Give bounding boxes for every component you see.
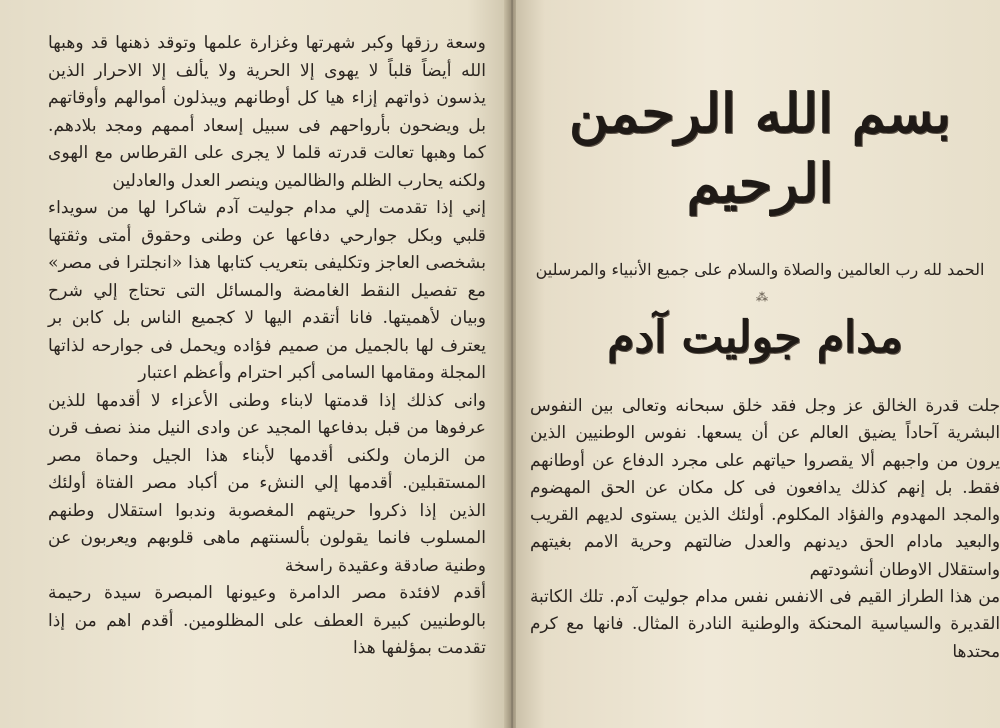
right-paragraph-2: من هذا الطراز القيم فى الانفس نفس مدام جوليت آدم. تلك الكاتبة القديرة والسياسية المحنكة والوطنية النادرة المثال. فانها مع كرم محتدها: [530, 586, 1000, 661]
left-paragraph-3: وانى كذلك إذا قدمتها لابناء وطنى الأعزاء لا أقدمها للذين عرفوها من قبل بدفاعها المجيد عن وادى النيل منذ نصف قرن من الزمان ولكنى أقدمها لأبناء هذا الجيل وحماة مصر المستقبلين. أقدمها إلي النشء من أكباد مصر الفتاة أولئك الذين إذا ذكروا حريتهم المغصوبة وندبوا استقلال وطنهم المسلوب فانما يقولون بألسنتهم ماهى قلوبهم ويعربون عن وطنية صادقة وعقيدة راسخة: [48, 390, 486, 576]
left-paragraph-2: إني إذا تقدمت إلي مدام جوليت آدم شاكرا لها من سويداء قلبي وبكل جوارحي دفاعها عن وطنى وحقوق أمتى وثقتها بشخصى العاجز وتكليفى بتعريب كتابها هذا «انجلترا فى مصر» مع تفصيل النقط الغامضة والمسائل التى تحتاج إلي شرح وبيان لأهميتها. فانا أتقدم اليها لا كجميع الناس بل كابن بر يعترف لها بالجميل من صميم فؤاده ويحمل فى جوارحه لذاتها المجلة ومقامها السامى أكبر احترام وأعظم اعتبار: [48, 198, 486, 383]
left-paragraph-4: أقدم لافئدة مصر الدامرة وعيونها المبصرة سيدة رحيمة بالوطنيين كبيرة العطف على المظلومين. أقدم اهم من إذا تقدمت بمؤلفها هذا: [48, 583, 486, 658]
ornament-glyph: ⁂: [756, 290, 774, 304]
right-page: [516, 0, 1000, 728]
left-page-body: [48, 30, 486, 663]
basmala-heading: بسم الله الرحمن الرحيم: [569, 81, 951, 215]
right-paragraph-1: جلت قدرة الخالق عز وجل فقد خلق سبحانه وتعالى بين النفوس البشرية آحاداً يضيق العالم عن أن يسعها. نفوس الوطنيين الذين يرون من واجبهم ألا يقصروا حياتهم على مجرد الدفاع عن أوطانهم فقط. بل إنهم كذلك يدافعون فى كل مكان عن الحق المهضوم والمجد المهدوم والفؤاد المكلوم. أولئك الذين يستوى لديهم القريب والبعيد مادام الحق ديدنهم والعدل ضالتهم وحرية الامم بغيتهم واستقلال الاوطان أنشودتهم: [530, 395, 1000, 579]
praise-line: الحمد لله رب العالمين والصلاة والسلام على جميع الأنبياء والمرسلين: [535, 260, 985, 279]
chapter-title: مدام جوليت آدم: [607, 312, 903, 363]
right-page-body: [530, 392, 1000, 665]
left-paragraph-1: وسعة رزقها وكبر شهرتها وغزارة علمها وتوقد ذهنها قد وهبها الله أيضاً قلباً لا يهوى إلا الحرية ولا يألف إلا الاحرار الذين يذسون ذواتهم إزاء هيا كل أوطانهم ويبذلون أموالهم وأوقاتهم بل ويضحون بأرواحهم فى سبيل إسعاد أممهم ومجد بلادهم. كما وهبها تعالت قدرته قلما لا يجرى على القرطاس مع الهوى ولكنه يحارب الظلم والظالمين وينصر العدل والعادلين: [48, 33, 486, 191]
